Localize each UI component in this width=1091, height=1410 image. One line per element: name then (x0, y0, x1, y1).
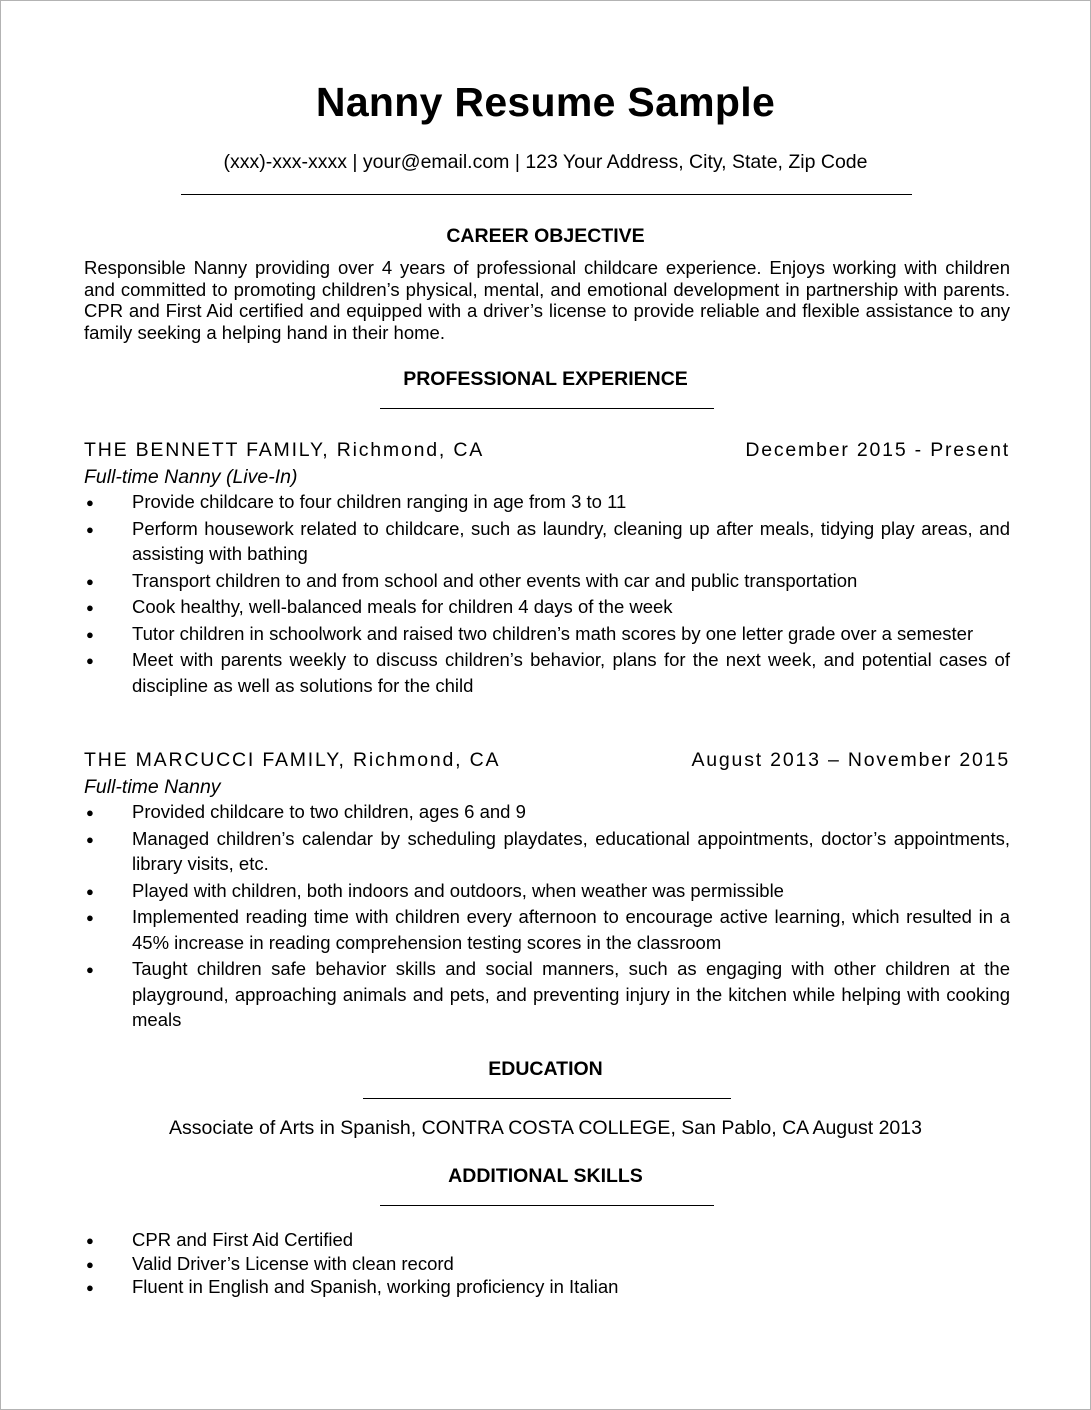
list-item: ● Managed children’s calendar by scheduling playdates, educational appointments, doctor’s appointments, library visits, etc. (86, 827, 1010, 874)
resume-title: Nanny Resume Sample (315, 79, 776, 125)
list-item: ● Meet with parents weekly to discuss children’s behavior, plans for the next week, and potential cases of discipline as well as solutions for the child (86, 649, 1010, 696)
list-item: ● Played with children, both indoors and outdoors, when weather was permissible (86, 879, 784, 901)
job-employer: THE BENNETT FAMILY, Richmond, CA (84, 439, 485, 461)
objective-text: Responsible Nanny providing over 4 years of professional childcare experience. Enjoys working with children and committed to promoting children’s physical, mental, and emotional development in partnership with parents. CPR and First Aid certified and equipped with a driver’s license to provide reliable and flexible assistance to any family seeking a helping hand in their home. (84, 257, 1010, 344)
list-item: ● Valid Driver’s License with clean record (86, 1252, 454, 1274)
list-item: ● Provide childcare to four children ranging in age from 3 to 11 (86, 491, 627, 512)
contact-line: (xxx)-xxx-xxxx | your@email.com | 123 Your Address, City, State, Zip Code (223, 151, 868, 173)
list-item: ● Transport children to and from school and other events with car and public transportation (86, 569, 858, 591)
job-dates: December 2015 - Present (745, 439, 1010, 461)
education-entry: Associate of Arts in Spanish, CONTRA COSTA COLLEGE, San Pablo, CA August 2013 (169, 1117, 922, 1139)
job-bullets-marcucci (84, 799, 1010, 1034)
objective-heading: CAREER OBJECTIVE (446, 225, 645, 247)
list-item: ● Tutor children in schoolwork and raised two children’s math scores by one letter grade over a semester (86, 622, 974, 644)
job-title: Full-time Nanny (84, 776, 221, 798)
list-item: ● Cook healthy, well-balanced meals for children 4 days of the week (86, 596, 673, 617)
skills-heading: ADDITIONAL SKILLS (448, 1165, 643, 1187)
list-item: ● Implemented reading time with children every afternoon to encourage active learning, which resulted in a 45% increase in reading comprehension testing scores in the classroom (86, 906, 1010, 953)
list-item: ● Taught children safe behavior skills and social manners, such as engaging with other children at the playground, approaching animals and pets, and preventing injury in the kitchen while helping with cooking meals (86, 958, 1010, 1030)
list-item: ● Perform housework related to childcare, such as laundry, cleaning up after meals, tidying play areas, and assisting with bathing (86, 517, 1010, 564)
list-item: ● CPR and First Aid Certified (86, 1229, 354, 1250)
job-dates: August 2013 – November 2015 (691, 749, 1010, 771)
experience-heading: PROFESSIONAL EXPERIENCE (403, 368, 688, 390)
job-title: Full-time Nanny (Live-In) (84, 466, 298, 488)
list-item: ● Provided childcare to two children, ages 6 and 9 (86, 801, 526, 822)
education-heading-divider (363, 1098, 731, 1099)
contact-divider (181, 194, 912, 195)
experience-heading-divider (380, 408, 714, 409)
skills-heading-divider (380, 1205, 714, 1206)
list-item: ● Fluent in English and Spanish, working proficiency in Italian (86, 1276, 619, 1297)
skills-list (84, 1228, 1010, 1299)
job-employer: THE MARCUCCI FAMILY, Richmond, CA (84, 749, 501, 771)
job-bullets-bennett (84, 489, 1010, 699)
education-heading: EDUCATION (488, 1058, 603, 1080)
